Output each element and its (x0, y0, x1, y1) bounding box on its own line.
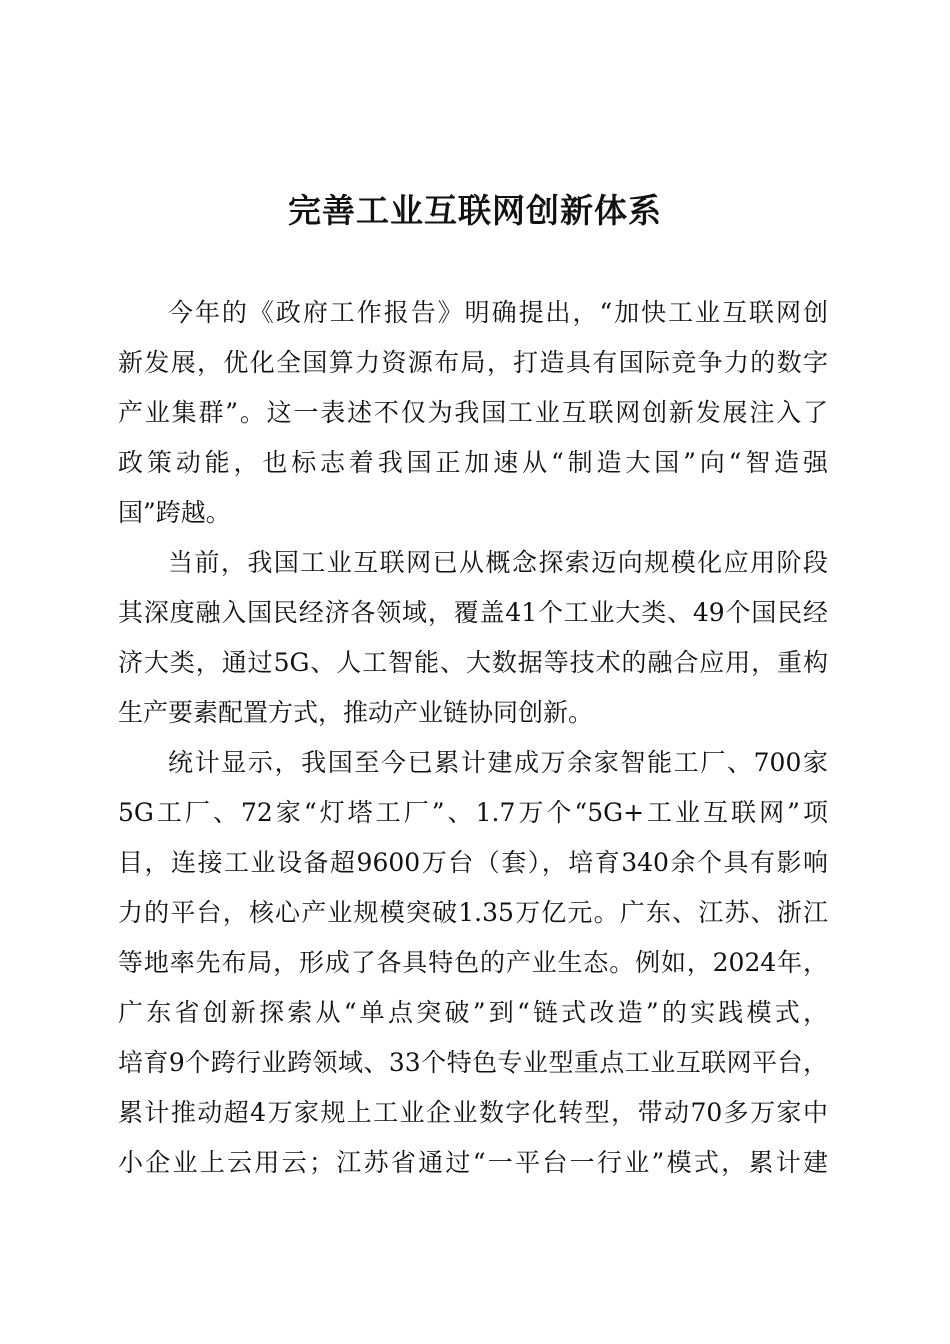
paragraph-1-line-4: 政策动能，也标志着我国正加速从“制造大国”向“智造强 (118, 448, 828, 477)
document-title: 完善工业互联网创新体系 (288, 191, 662, 230)
paragraph-2-line-3: 济大类，通过5G、人工智能、大数据等技术的融合应用，重构 (118, 648, 828, 677)
paragraph-3-line-9: 小企业上云用云；江苏省通过“一平台一行业”模式，累计建 (118, 1148, 828, 1177)
paragraph-2-line-2: 其深度融入国民经济各领域，覆盖41个工业大类、49个国民经 (118, 598, 828, 627)
paragraph-3-line-4: 力的平台，核心产业规模突破1.35万亿元。广东、江苏、浙江 (118, 898, 828, 927)
paragraph-3-line-6: 广东省创新探索从“单点突破”到“链式改造”的实践模式， (118, 998, 828, 1027)
paragraph-3-line-5: 等地率先布局，形成了各具特色的产业生态。例如，2024年， (118, 948, 828, 977)
paragraph-3-line-3: 目，连接工业设备超9600万台（套），培育340余个具有影响 (118, 848, 828, 877)
paragraph-1-line-3: 产业集群”。这一表述不仅为我国工业互联网创新发展注入了 (118, 398, 828, 427)
paragraph-1-line-5: 国”跨越。 (118, 498, 231, 527)
paragraph-2-line-1: 当前，我国工业互联网已从概念探索迈向规模化应用阶段 (168, 548, 828, 577)
paragraph-3-line-8: 累计推动超4万家规上工业企业数字化转型，带动70多万家中 (118, 1098, 828, 1127)
paragraph-1-line-1: 今年的《政府工作报告》明确提出，“加快工业互联网创 (168, 298, 828, 327)
paragraph-1-line-2: 新发展，优化全国算力资源布局，打造具有国际竞争力的数字 (118, 348, 828, 377)
paragraph-2-line-4: 生产要素配置方式，推动产业链协同创新。 (118, 698, 594, 727)
paragraph-3-line-1: 统计显示，我国至今已累计建成万余家智能工厂、700家 (168, 748, 828, 777)
paragraph-3-line-7: 培育9个跨行业跨领域、33个特色专业型重点工业互联网平台， (118, 1048, 828, 1077)
paragraph-3-line-2: 5G工厂、72家“灯塔工厂”、1.7万个“5G+工业互联网”项 (118, 798, 828, 827)
